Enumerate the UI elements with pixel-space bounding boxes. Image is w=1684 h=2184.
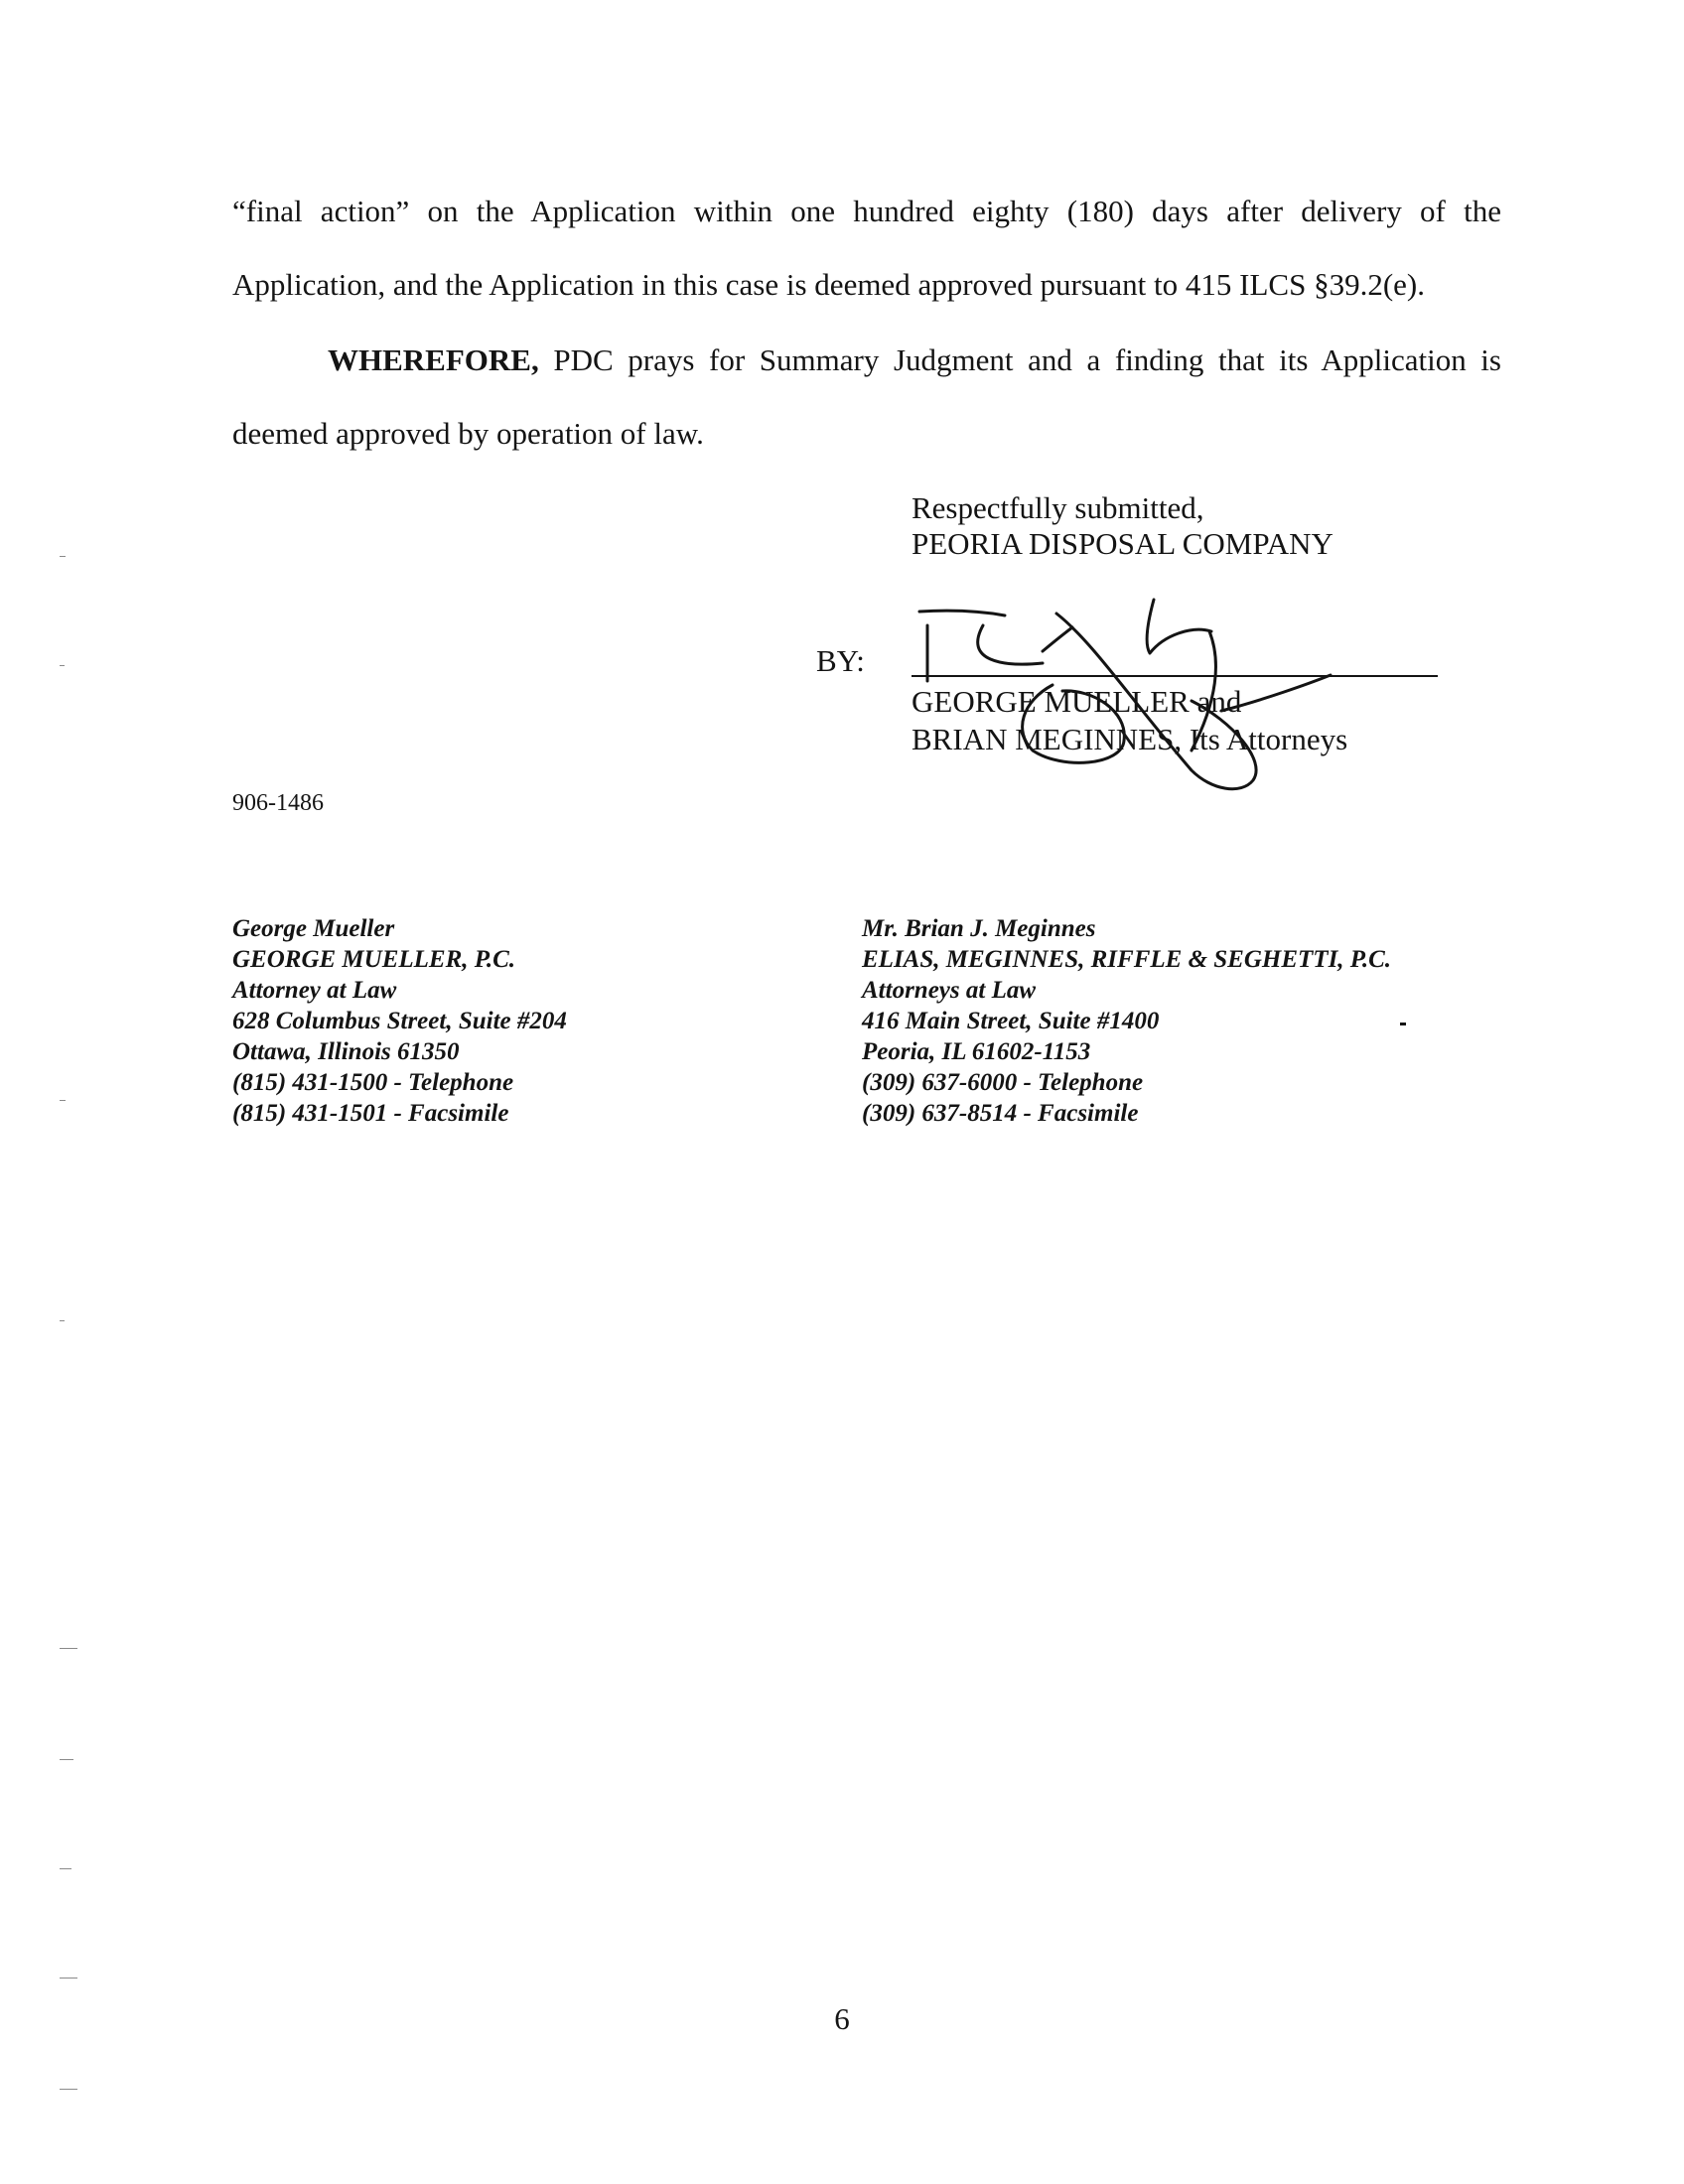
counsel-address-2: Ottawa, Illinois 61350 <box>232 1038 460 1065</box>
counsel-firm: GEORGE MUELLER, P.C. <box>232 946 516 973</box>
counsel-title: Attorney at Law <box>232 977 397 1004</box>
signatory-name-line-2: BRIAN MEGINNES, Its Attorneys <box>912 722 1348 756</box>
signature-closing <box>912 490 1333 562</box>
counsel-firm: ELIAS, MEGINNES, RIFFLE & SEGHETTI, P.C. <box>862 946 1392 973</box>
reference-number: 906-1486 <box>232 790 324 816</box>
handwritten-signature <box>894 592 1370 800</box>
wherefore-text: PDC prays for Summary Judgment and a finding that its Application is deemed approved by operation of law. <box>232 342 1501 451</box>
counsel-address-1: 628 Columbus Street, Suite #204 <box>232 1008 567 1034</box>
scan-margin-mark <box>60 1978 77 1979</box>
stray-mark <box>1400 1023 1406 1025</box>
page-number: 6 <box>834 2001 850 2036</box>
counsel-phone: (309) 637-6000 - Telephone <box>862 1069 1144 1096</box>
scan-margin-mark <box>60 1320 65 1321</box>
scan-margin-mark <box>60 1759 73 1760</box>
counsel-block-right <box>862 913 1391 1129</box>
counsel-block-left <box>232 913 567 1129</box>
by-label: BY: <box>816 643 865 678</box>
body-paragraph-2 <box>232 324 1501 471</box>
scan-margin-mark <box>60 2089 77 2090</box>
counsel-name: Mr. Brian J. Meginnes <box>862 915 1096 942</box>
counsel-address-1: 416 Main Street, Suite #1400 <box>862 1008 1160 1034</box>
scan-margin-mark <box>60 1648 77 1649</box>
wherefore-heading: WHEREFORE, <box>328 342 539 377</box>
counsel-name: George Mueller <box>232 915 395 942</box>
counsel-phone: (815) 431-1500 - Telephone <box>232 1069 514 1096</box>
scan-margin-mark <box>60 1100 66 1101</box>
counsel-title: Attorneys at Law <box>862 977 1037 1004</box>
closing-text: Respectfully submitted, <box>912 490 1204 525</box>
scan-margin-mark <box>60 556 66 557</box>
signatory-name-line-1: GEORGE MUELLER and <box>912 684 1242 719</box>
counsel-fax: (309) 637-8514 - Facsimile <box>862 1100 1139 1127</box>
body-paragraph-1: “final action” on the Application within one hundred eighty (180) days after delivery of the Application, and the Application in this case is deemed approved pursuant to 415 ILCS §39.2(e). <box>232 194 1501 302</box>
scan-margin-mark <box>60 1868 71 1869</box>
counsel-address-2: Peoria, IL 61602-1153 <box>862 1038 1091 1065</box>
scan-margin-mark <box>60 665 65 666</box>
company-name: PEORIA DISPOSAL COMPANY <box>912 526 1333 561</box>
counsel-fax: (815) 431-1501 - Facsimile <box>232 1100 509 1127</box>
